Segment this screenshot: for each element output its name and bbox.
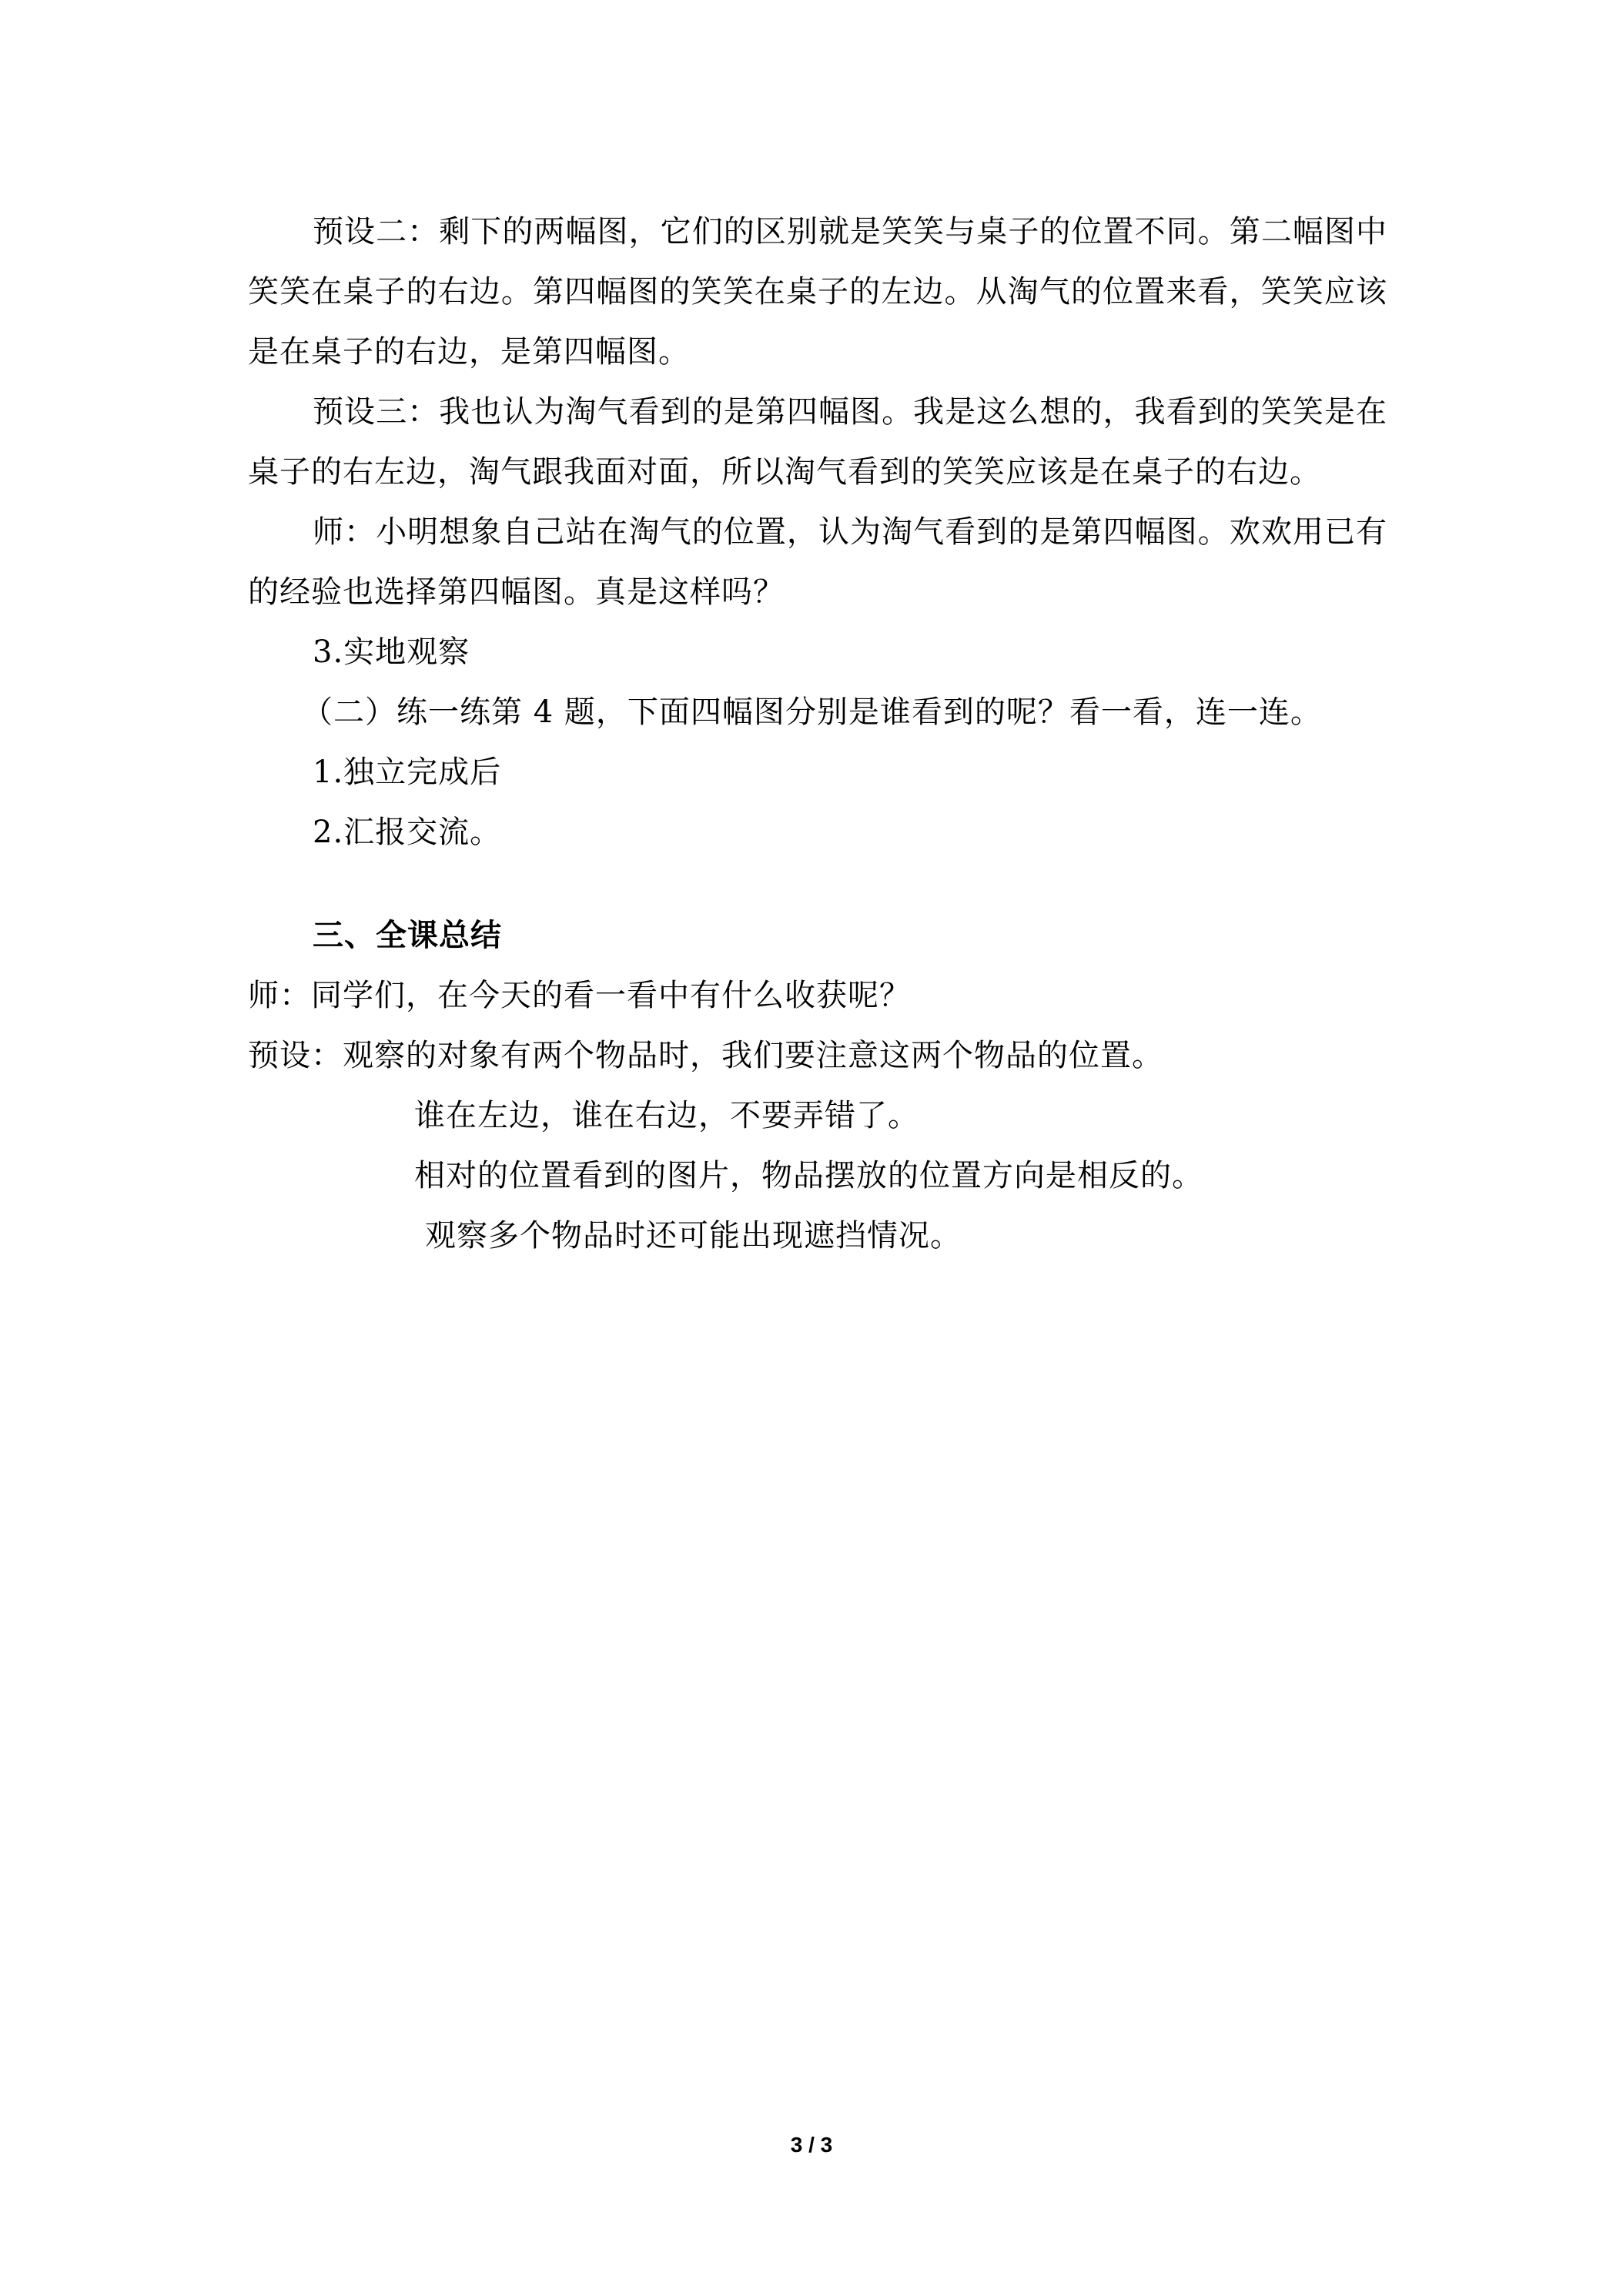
summary-point-left-right: 谁在左边，谁在右边，不要弄错了。	[414, 1098, 919, 1133]
summary-point-opposite: 相对的位置看到的图片，物品摆放的位置方向是相反的。	[414, 1158, 1203, 1193]
document-body	[248, 202, 1387, 1266]
practice-exercise-4: （二）练一练第 4 题，下面四幅图分别是谁看到的呢？看一看，连一连。	[302, 694, 1322, 730]
step-report-exchange: 2.汇报交流。	[313, 815, 502, 850]
paragraph-preset-two: 预设二：剩下的两幅图，它们的区别就是笑笑与桌子的位置不同。第二幅图中笑笑在桌子的右边。第四幅图的笑笑在桌子的左边。从淘气的位置来看，笑笑应该是在桌子的右边，是第四幅图。	[248, 214, 1387, 370]
page-number: 3 / 3	[790, 2133, 833, 2157]
teacher-question: 师：同学们，在今天的看一看中有什么收获呢？	[248, 978, 911, 1013]
paragraph-teacher-remark: 师：小明想象自己站在淘气的位置，认为淘气看到的是第四幅图。欢欢用已有的经验也选择第四幅图。真是这样吗？	[248, 514, 1387, 610]
step-field-observation: 3.实地观察	[313, 634, 470, 670]
summary-point-occlusion: 观察多个物品时还可能出现遮挡情况。	[425, 1218, 962, 1253]
step-independent-completion: 1.独立完成后	[313, 755, 502, 790]
preset-intro: 预设：观察的对象有两个物品时，我们要注意这两个物品的位置。	[248, 1038, 1163, 1073]
paragraph-preset-three: 预设三：我也认为淘气看到的是第四幅图。我是这么想的，我看到的笑笑是在桌子的右左边，淘气跟我面对面，所以淘气看到的笑笑应该是在桌子的右边。	[248, 394, 1387, 490]
section-heading-summary: 三、全课总结	[313, 918, 502, 953]
